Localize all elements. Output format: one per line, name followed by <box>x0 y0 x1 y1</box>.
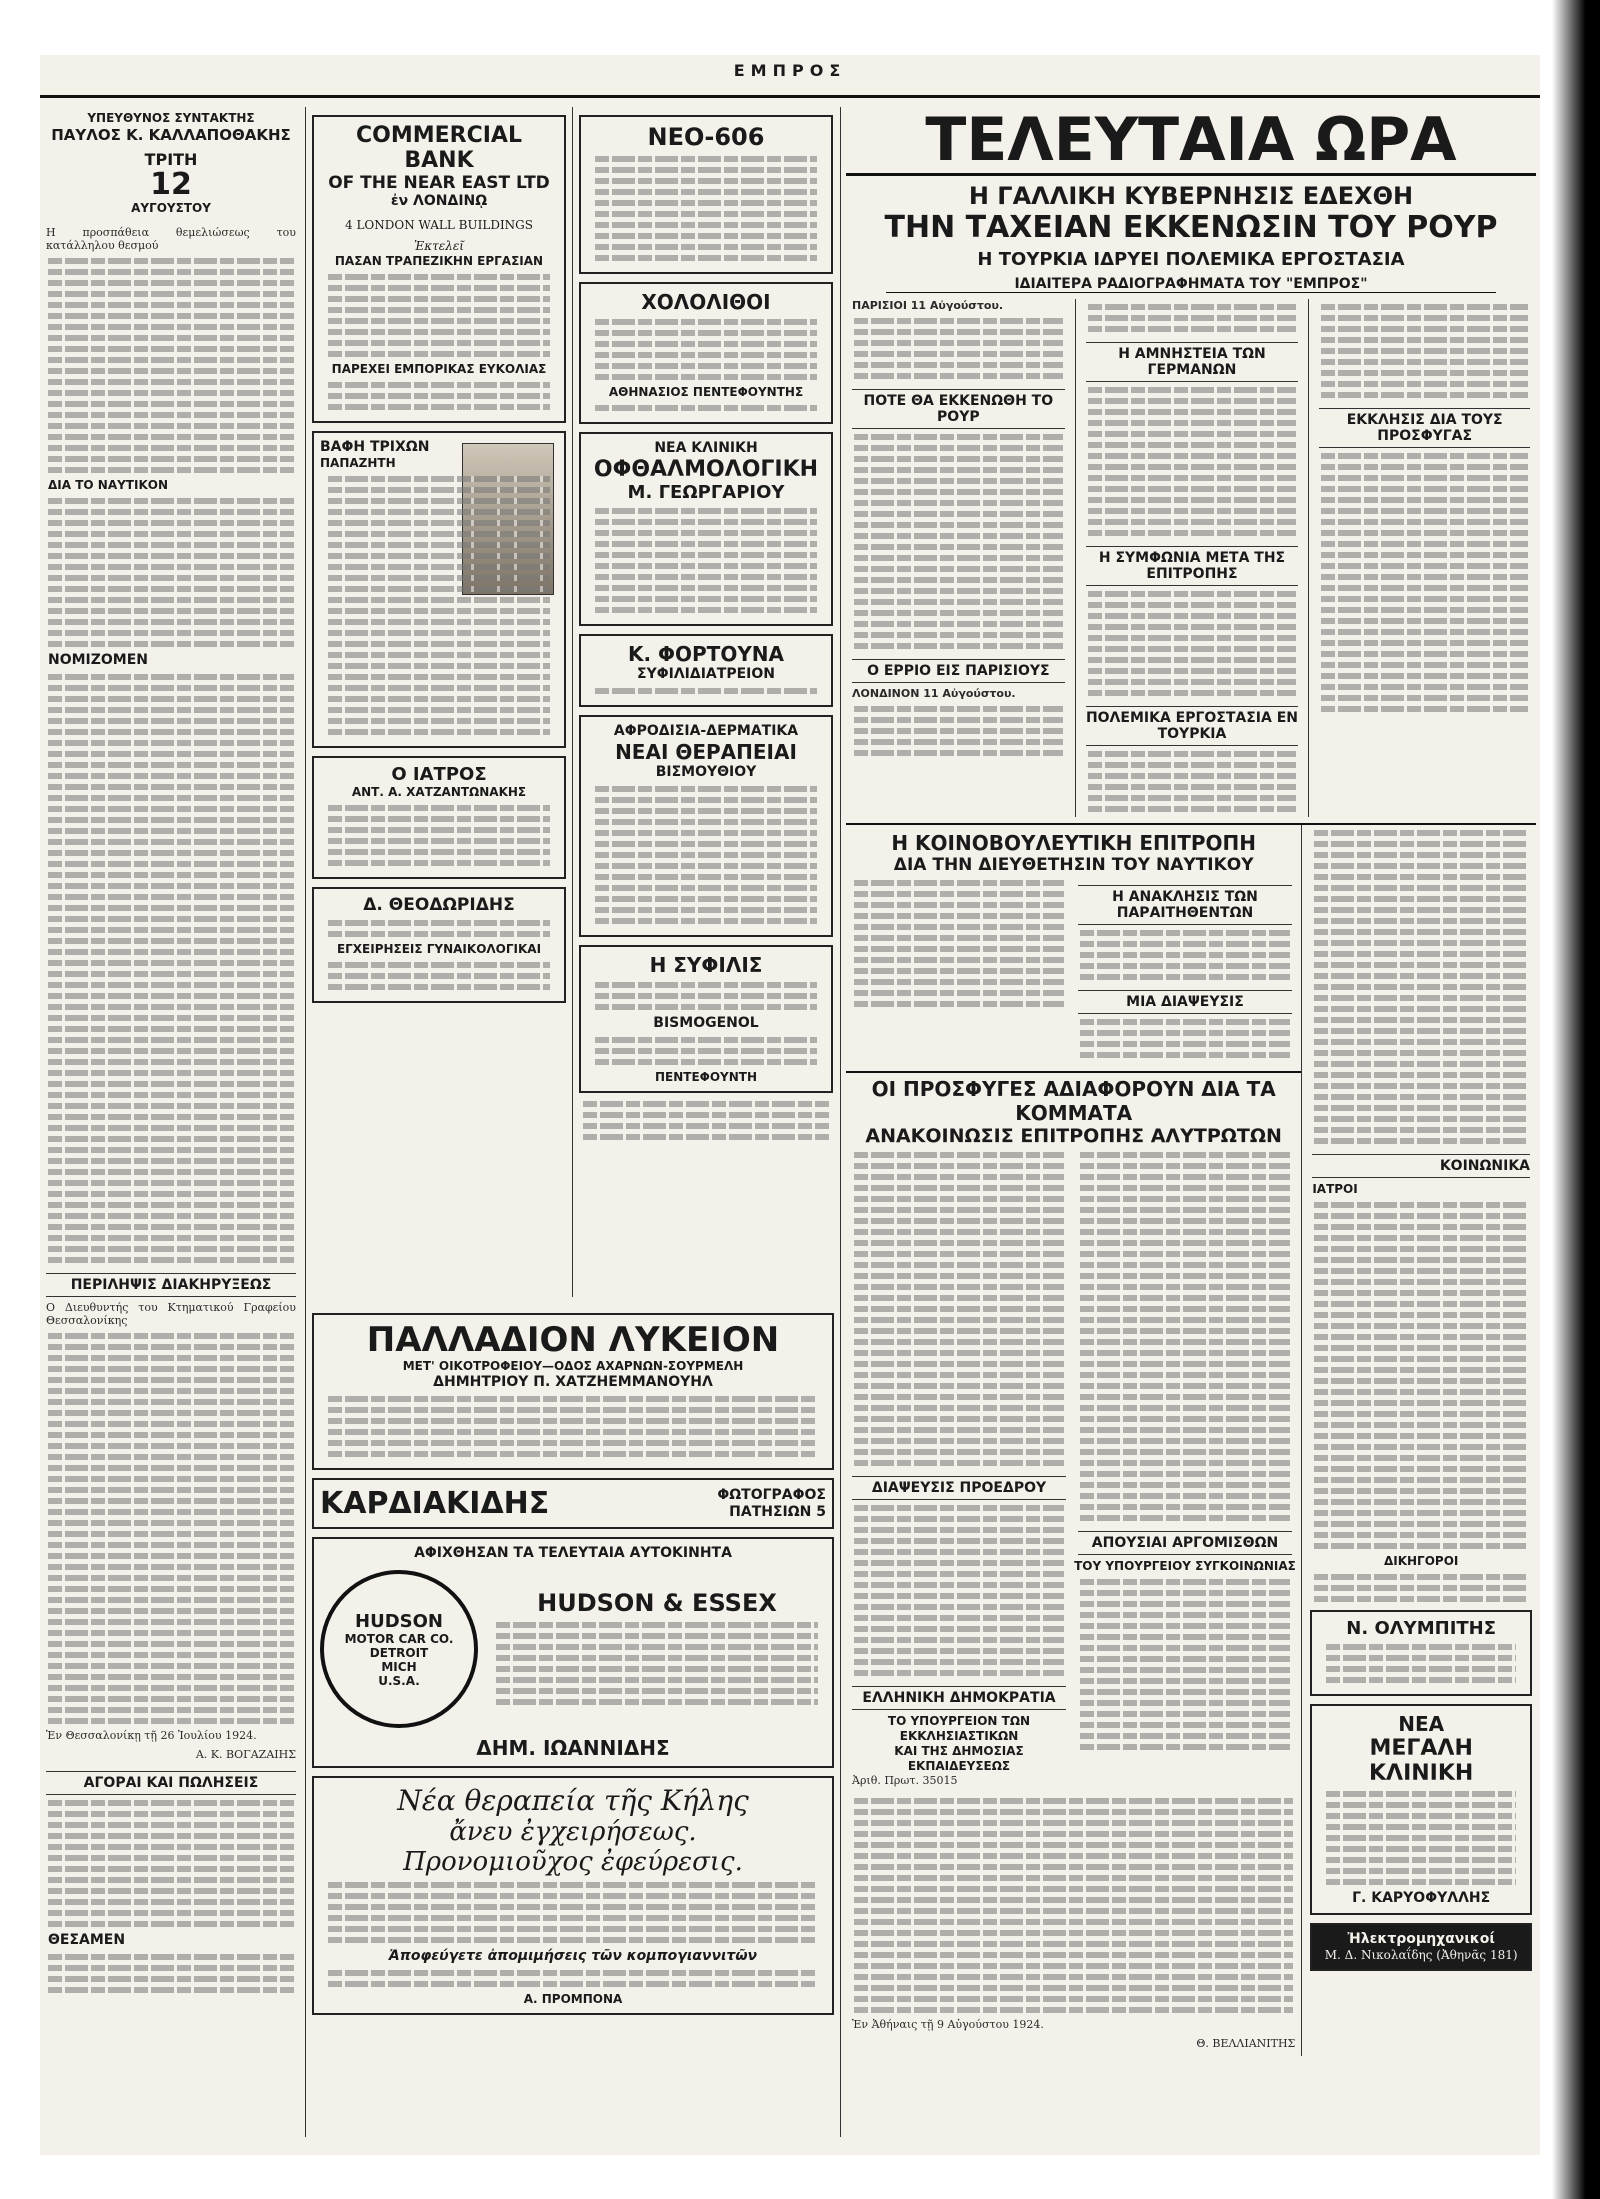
derm-line: ΒΙΣΜΟΥΘΙΟΥ <box>655 764 757 780</box>
hernia-warning: Ἀποφεύγετε ἀπομιμήσεις τῶν κομπογιαννιτῶν <box>388 1948 758 1964</box>
doctor-ad <box>312 756 566 879</box>
bank-line: Ἐκτελεῖ <box>414 239 464 253</box>
right-section <box>846 107 1536 2137</box>
neo606-ad <box>579 115 833 274</box>
nomizomen: ΝΟΜΙΖΟΜΕΝ <box>48 652 149 668</box>
text-lines <box>1080 930 1290 980</box>
editor-block <box>40 111 302 216</box>
iatroi-label: ΙΑΤΡΟΙ <box>1312 1182 1358 1196</box>
text-lines <box>595 508 817 613</box>
doctor-name: ΑΝΤ. Α. ΧΑΤΖΑΝΤΩΝΑΚΗΣ <box>351 785 527 799</box>
subheading: ΠΟΤΕ ΘΑ ΕΚΚΕΝΩΘΗ ΤΟ ΡΟΥΡ <box>852 389 1065 429</box>
bank-address: 4 LONDON WALL BUILDINGS <box>345 218 533 232</box>
article-text: Η προσπάθεια θεμελιώσεως του κατάλληλου θεσμού <box>46 226 296 252</box>
month: ΑΥΓΟΥΣΤΟΥ <box>131 201 211 215</box>
photographer-address: ΠΑΤΗΣΙΩΝ 5 <box>729 1503 826 1520</box>
subheading: Η ΣΥΜΦΩΝΙΑ ΜΕΤΑ ΤΗΣ ΕΠΙΤΡΟΠΗΣ <box>1086 546 1299 586</box>
text-lines <box>1321 453 1528 712</box>
text-lines <box>595 156 817 261</box>
text-lines <box>328 1970 818 1987</box>
palladion-line: ΜΕΤ' ΟΙΚΟΤΡΟΦΕΙΟΥ—ΟΔΟΣ ΑΧΑΡΝΩΝ-ΣΟΥΡΜΕΛΗ <box>402 1359 744 1373</box>
text-lines <box>1314 1202 1528 1549</box>
bank-name-2: OF THE NEAR EAST LTD <box>328 173 550 193</box>
photographer-label: ΦΩΤΟΓΡΑΦΟΣ <box>717 1486 826 1503</box>
text-lines <box>595 982 817 1010</box>
text-lines <box>854 880 1064 1007</box>
palladion-line: ΔΗΜΗΤΡΙΟΥ Π. ΧΑΤΖΗΕΜΜΑΝΟΥΗΛ <box>433 1374 713 1390</box>
hernia-name: Α. ΠΡΟΜΠΟΝΑ <box>523 1992 623 2006</box>
text-lines <box>1088 304 1297 332</box>
refugees-title-2: ΑΝΑΚΟΙΝΩΣΙΣ ΕΠΙΤΡΟΠΗΣ ΑΛΥΤΡΩΤΩΝ <box>865 1125 1282 1147</box>
headline-2: ΤΗΝ ΤΑΧΕΙΑΝ ΕΚΚΕΝΩΣΙΝ ΤΟΥ ΡΟΥΡ <box>884 210 1498 245</box>
dateline: ΛΟΝΔΙΝΟΝ 11 Αὐγούστου. <box>852 687 1016 700</box>
editor-name: ΠΑΥΛΟΣ Κ. ΚΑΛΛΑΠΟΘΑΚΗΣ <box>51 126 291 144</box>
subheading: ΑΠΟΥΣΙΑΙ ΑΡΓΟΜΙΣΘΩΝ <box>1078 1531 1292 1555</box>
ministry-line: ΤΟ ΥΠΟΥΡΓΕΙΟΝ ΤΩΝ ΕΚΚΛΗΣΙΑΣΤΙΚΩΝ <box>887 1714 1031 1743</box>
column-divider <box>572 107 573 1297</box>
text-lines <box>328 382 550 410</box>
ministry-title: ΕΛΛΗΝΙΚΗ ΔΗΜΟΚΡΑΤΙΑ <box>852 1686 1066 1710</box>
text-lines <box>1088 387 1297 536</box>
bank-line: ΠΑΣΑΝ ΤΡΑΠΕΖΙΚΗΝ ΕΡΓΑΣΙΑΝ <box>334 254 544 268</box>
ministry-date: Ἐν Ἀθήναις τῇ 9 Αὐγούστου 1924. <box>852 2018 1044 2031</box>
ads-title: ΑΓΟΡΑΙ ΚΑΙ ΠΩΛΗΣΕΙΣ <box>46 1771 296 1795</box>
syph-drug: BISMOGENOL <box>653 1015 759 1031</box>
hair-dye-ad <box>312 431 566 748</box>
text-lines <box>496 1622 818 1705</box>
fortuna-title: ΣΥΦΙΛΙΔΙΑΤΡΕΙΟΝ <box>637 666 775 682</box>
column-ads-2 <box>575 107 837 1297</box>
ministry-number: Ἀριθ. Πρωτ. 35015 <box>852 1774 958 1787</box>
text-lines <box>583 1101 829 1140</box>
clinic-title: ΟΦΘΑΛΜΟΛΟΓΙΚΗ <box>593 457 819 482</box>
text-lines <box>1088 591 1297 696</box>
palladion-ad <box>312 1313 834 1470</box>
column-ads-1 <box>308 107 570 1297</box>
newspaper-page <box>40 55 1540 2155</box>
doctor2-spec: ΕΓΧΕΙΡΗΣΕΙΣ ΓΥΝΑΙΚΟΛΟΓΙΚΑΙ <box>336 942 542 956</box>
kargofyllis-name: Γ. ΚΑΡΥΟΦΥΛΛΗΣ <box>1352 1890 1491 1906</box>
day-number: 12 <box>150 167 192 202</box>
subheading: Η ΑΝΑΚΛΗΣΙΣ ΤΩΝ ΠΑΡΑΙΤΗΘΕΝΤΩΝ <box>1078 885 1292 925</box>
subheading: ΔΙΑΨΕΥΣΙΣ ΠΡΟΕΔΡΟΥ <box>852 1476 1066 1500</box>
date-line: Ἐν Θεσσαλονίκῃ τῇ 26 Ἰουλίου 1924. <box>46 1729 257 1742</box>
editor-label: ΥΠΕΥΘΥΝΟΣ ΣΥΝΤΑΚΤΗΣ <box>87 111 255 125</box>
committee-title-2: ΔΙΑ ΤΗΝ ΔΙΕΥΘΕΤΗΣΙΝ ΤΟΥ ΝΑΥΤΙΚΟΥ <box>893 855 1254 875</box>
text-lines <box>48 1800 294 1927</box>
refugees-title: ΟΙ ΠΡΟΣΦΥΓΕΣ ΑΔΙΑΦΟΡΟΥΝ ΔΙΑ ΤΑ ΚΟΜΜΑΤΑ <box>846 1071 1301 1125</box>
text-lines <box>1314 830 1528 1144</box>
bank-city: ἐν ΛΟΝΔΙΝῼ <box>390 193 488 209</box>
ad-heading: ΘΕΣΑΜΕΝ <box>48 1932 126 1948</box>
text-lines <box>1080 1152 1290 1521</box>
text-lines <box>48 674 294 1263</box>
text-lines <box>328 1396 818 1457</box>
subhead: ΔΙΑ ΤΟ ΝΑΥΤΙΚΟΝ <box>48 478 168 492</box>
text-lines <box>48 498 294 647</box>
ministry-line: ΚΑΙ ΤΗΣ ΔΗΜΟΣΙΑΣ ΕΚΠΑΙΔΕΥΣΕΩΣ <box>894 1744 1024 1773</box>
doctor2-name: Δ. ΘΕΟΔΩΡΙΔΗΣ <box>363 895 515 915</box>
electric-title: Ἠλεκτρομηχανικοί <box>1347 1931 1495 1947</box>
subheading-2: ΤΟΥ ΥΠΟΥΡΓΕΙΟΥ ΣΥΓΚΟΙΝΩΝΙΑΣ <box>1074 1559 1296 1573</box>
scan-edge-shadow <box>1552 0 1600 2199</box>
text-lines <box>1321 304 1528 398</box>
text-lines <box>48 258 294 473</box>
text-lines <box>48 1333 294 1724</box>
syph-title: Η ΣΥΦΙΛΙΣ <box>649 953 763 977</box>
bank-line: ΠΑΡΕΧΕΙ ΕΜΠΟΡΙΚΑΣ ΕΥΚΟΛΙΑΣ <box>331 362 547 376</box>
text-lines <box>1326 1644 1516 1683</box>
doctor2-ad <box>312 887 566 1003</box>
dateline: ΠΑΡΙΣΙΟΙ 11 Αὐγούστου. <box>852 299 1004 312</box>
derm-title: ΝΕΑΙ ΘΕΡΑΠΕΙΑΙ <box>615 740 797 764</box>
column-divider <box>305 107 306 2137</box>
stones-title: ΧΟΛΟΛΙΘΟΙ <box>641 290 771 314</box>
subheading: Η ΑΜΝΗΣΤΕΙΑ ΤΩΝ ΓΕΡΜΑΝΩΝ <box>1086 342 1299 382</box>
main-title: ΤΕΛΕΥΤΑΙΑ ΩΡΑ <box>846 107 1536 176</box>
text-lines <box>328 1882 818 1943</box>
text-lines <box>854 1798 1293 2013</box>
text-lines <box>328 920 550 937</box>
text-lines <box>48 1954 294 1993</box>
ministry-signature: Θ. ΒΕΛΛΙΑΝΙΤΗΣ <box>1196 2037 1296 2050</box>
hudson-ad <box>312 1537 834 1768</box>
headline-4: ΙΔΙΑΙΤΕΡΑ ΡΑΔΙΟΓΡΑΦΗΜΑΤΑ ΤΟΥ "ΕΜΠΡΟΣ" <box>886 276 1496 293</box>
koinonika-title: ΚΟΙΝΩΝΙΚΑ <box>1312 1154 1530 1178</box>
hudson-logo-text: U.S.A. <box>378 1673 420 1688</box>
subheading: ΕΚΚΛΗΣΙΣ ΔΙΑ ΤΟΥΣ ΠΡΟΣΦΥΓΑΣ <box>1319 408 1530 448</box>
text-lines <box>1080 1019 1290 1058</box>
text-lines <box>1080 1579 1290 1750</box>
section-subtitle: Ο Διευθυντής του Κτηματικού Γραφείου Θεσσαλονίκης <box>46 1301 296 1327</box>
dye-title: ΒΑΦΗ ΤΡΙΧΩΝ <box>320 439 430 455</box>
column-divider <box>840 107 841 2137</box>
fortuna-name: Κ. ΦΟΡΤΟΥΝΑ <box>627 642 785 666</box>
hudson-banner: ΑΦΙΧΘΗΣΑΝ ΤΑ ΤΕΛΕΥΤΑΙΑ ΑΥΤΟΚΙΝΗΤΑ <box>414 1545 732 1561</box>
stones-addr: ΑΘΗΝΑΣΙΟΣ ΠΕΝΤΕΦΟΥΝΤΗΣ <box>608 385 804 399</box>
photographer-name: ΚΑΡΔΙΑΚΙΔΗΣ <box>320 1486 550 1521</box>
headline-1: Η ΓΑΛΛΙΚΗ ΚΥΒΕΡΝΗΣΙΣ ΕΔΕΧΘΗ <box>968 182 1414 210</box>
fortuna-ad <box>579 634 833 707</box>
derm-ad <box>579 715 833 937</box>
weekday: ΤΡΙΤΗ <box>144 150 198 169</box>
doctor-title: Ο ΙΑΤΡΟΣ <box>391 764 487 785</box>
hudson-logo-text: MOTOR CAR CO. <box>344 1631 454 1646</box>
eye-clinic-ad <box>579 432 833 626</box>
wide-ads <box>308 1305 838 2140</box>
clinic-ad <box>1310 1704 1532 1915</box>
text-lines <box>1088 751 1297 812</box>
bank-name: COMMERCIAL BANK <box>356 123 522 173</box>
dikigoroi-label: ΔΙΚΗΓΟΡΟΙ <box>1383 1554 1459 1568</box>
hudson-logo <box>320 1570 478 1728</box>
text-lines <box>854 1505 1064 1676</box>
dye-name: ΠΑΠΑΖΗΤΗ <box>320 456 396 470</box>
text-lines <box>1326 1791 1516 1885</box>
text-lines <box>595 786 817 924</box>
text-lines <box>595 688 817 694</box>
olympitis-ad <box>1310 1610 1532 1696</box>
text-lines <box>595 405 817 411</box>
electric-ad <box>1310 1923 1532 1971</box>
hudson-dealer: ΔΗΜ. ΙΩΑΝΝΙΔΗΣ <box>476 1736 670 1760</box>
text-lines <box>595 319 817 380</box>
section-title: ΠΕΡΙΛΗΨΙΣ ΔΙΑΚΗΡΥΞΕΩΣ <box>46 1273 296 1297</box>
text-lines <box>1314 1574 1528 1602</box>
hernia-ad <box>312 1776 834 2015</box>
subheading: Ο ΕΡΡΙΟ ΕΙΣ ΠΑΡΙΣΙΟΥΣ <box>852 659 1065 683</box>
clinic-line: ΝΕΑ ΚΛΙΝΙΚΗ <box>654 440 758 456</box>
electric-sub: Μ. Δ. Νικολαΐδης (Ἀθηνᾶς 181) <box>1324 1948 1518 1962</box>
text-lines <box>854 318 1063 379</box>
hudson-name: HUDSON & ESSEX <box>537 1588 777 1617</box>
masthead: ΕΜΠΡΟΣ <box>733 61 847 80</box>
nea-label: ΝΕΑ <box>1398 1712 1445 1736</box>
hudson-logo-text: HUDSON <box>355 1610 443 1632</box>
subheading: ΠΟΛΕΜΙΚΑ ΕΡΓΟΣΤΑΣΙΑ ΕΝ ΤΟΥΡΚΙΑ <box>1086 706 1299 746</box>
derm-line: ΑΦΡΟΔΙΣΙΑ-ΔΕΡΜΑΤΙΚΑ <box>613 723 799 739</box>
headline-3: Η ΤΟΥΡΚΙΑ ΙΔΡΥΕΙ ΠΟΛΕΜΙΚΑ ΕΡΓΟΣΤΑΣΙΑ <box>977 249 1405 270</box>
text-lines <box>854 434 1063 649</box>
hernia-title: Νέα θεραπεία τῆς Κήλης <box>397 1784 749 1817</box>
clinic-doctor: Μ. ΓΕΩΡΓΑΡΙΟΥ <box>627 482 785 503</box>
gallstones-ad <box>579 282 833 424</box>
hudson-logo-text: MICH <box>381 1659 417 1674</box>
kardiakidis-ad <box>312 1478 834 1529</box>
palladion-title: ΠΑΛΛΑΔΙΟΝ ΛΥΚΕΙΟΝ <box>366 1320 780 1360</box>
hudson-logo-text: DETROIT <box>369 1645 429 1660</box>
signature: Α. Κ. ΒΟΓΑΖΑΙΗΣ <box>195 1748 296 1761</box>
committee-title: Η ΚΟΙΝΟΒΟΥΛΕΥΤΙΚΗ ΕΠΙΤΡΟΠΗ <box>891 831 1256 855</box>
portrait-image <box>462 443 554 595</box>
megali-title: ΜΕΓΑΛΗ ΚΛΙΝΙΚΗ <box>1369 1736 1474 1786</box>
hernia-title-3: Προνομιοῦχος ἐφεύρεσις. <box>403 1847 743 1877</box>
bank-ad <box>312 115 566 423</box>
text-lines <box>328 476 550 735</box>
syph-name: ΠΕΝΤΕΦΟΥΝΤΗ <box>654 1070 758 1084</box>
text-lines <box>328 274 550 357</box>
olympitis-name: Ν. ΟΛΥΜΠΙΤΗΣ <box>1346 1618 1497 1639</box>
text-lines <box>328 805 550 866</box>
text-lines <box>854 706 1063 756</box>
syphilis-ad <box>579 945 833 1093</box>
text-lines <box>854 1152 1064 1466</box>
text-lines <box>328 962 550 990</box>
text-lines <box>595 1037 817 1065</box>
subheading: ΜΙΑ ΔΙΑΨΕΥΣΙΣ <box>1078 990 1292 1014</box>
neo-title: ΝΕΟ-606 <box>647 123 765 151</box>
top-rule <box>40 95 1540 98</box>
column-left <box>40 107 302 2137</box>
hernia-title-2: ἄνευ ἐγχειρήσεως. <box>449 1817 697 1847</box>
